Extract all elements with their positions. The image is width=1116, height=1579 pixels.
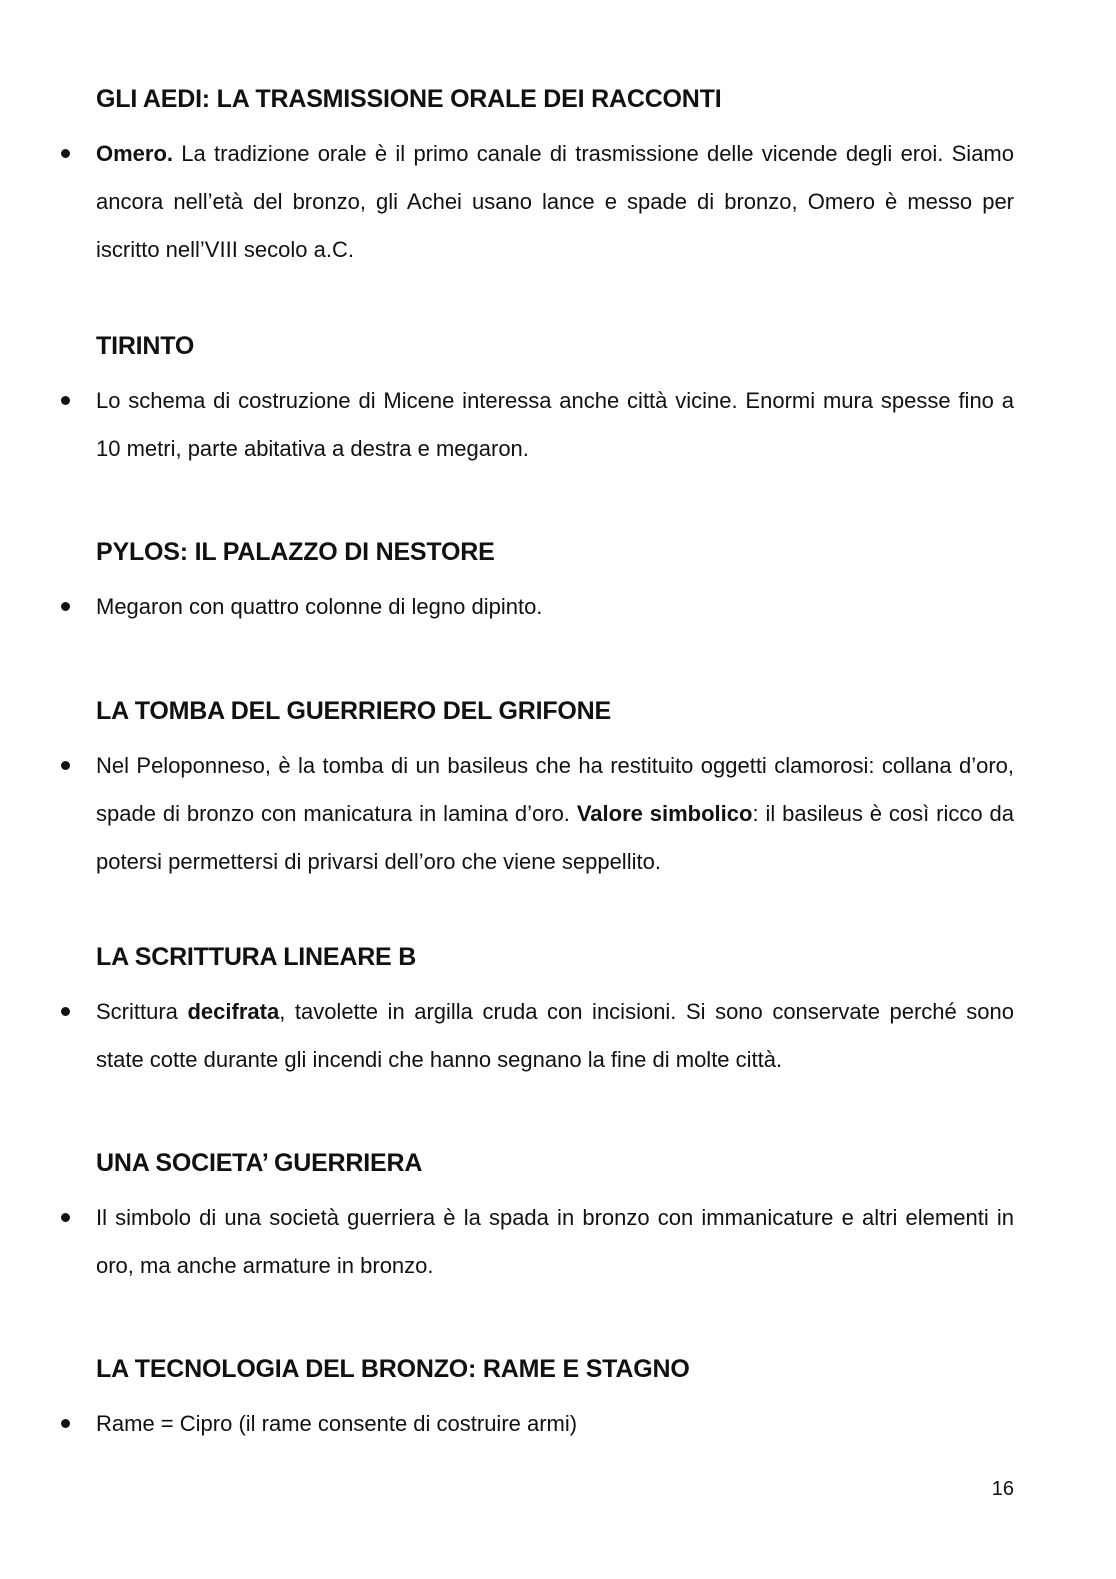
- bold-term: decifrata: [187, 999, 280, 1024]
- paragraph-text: Lo schema di costruzione di Micene interessa anche città vicine. Enormi mura spesse fino a 10 metri, parte abitativa a destra e megaron.: [96, 388, 1014, 461]
- bullet-icon: [61, 149, 70, 158]
- bold-term: Valore simbolico: [576, 801, 753, 826]
- paragraph-text: Rame = Cipro (il rame consente di costruire armi): [96, 1411, 578, 1436]
- section-lineare-b: [96, 942, 1014, 1084]
- paragraph-text: La tradizione orale è il primo canale di trasmissione delle vicende degli eroi. Siamo ancora nell’età del bronzo, gli Achei usano lance e spade di bronzo, Omero è messo per iscritto nell’VIII secolo a.C.: [96, 141, 1014, 262]
- section-heading: TIRINTO: [96, 332, 195, 360]
- paragraph-text: : il basileus è così ricco da potersi permettersi di privarsi dell’oro che viene seppellito.: [96, 801, 1015, 874]
- bullet-icon: [61, 396, 70, 405]
- bullet-icon: [61, 1419, 70, 1428]
- paragraph-text: Scrittura: [96, 999, 188, 1024]
- paragraph-text: Nel Peloponneso, è la tomba di un basileus che ha restituito oggetti clamorosi: collana d’oro, spade di bronzo con manicatura in lamina d’oro.: [96, 753, 1014, 826]
- page-number: 16: [991, 1478, 1014, 1500]
- bullet-paragraph: [96, 1194, 1014, 1290]
- bullet-icon: [61, 602, 70, 611]
- bullet-icon: [61, 1007, 70, 1016]
- paragraph-text: , tavolette in argilla cruda con incisioni. Si sono conservate perché sono state cotte durante gli incendi che hanno segnano la fine di molte città.: [96, 999, 1015, 1072]
- bullet-icon: [61, 761, 70, 770]
- bullet-paragraph: [96, 988, 1014, 1084]
- section-societa-guerriera: [96, 1148, 1014, 1290]
- bullet-paragraph: [96, 377, 1014, 473]
- section-tomba-grifone: [96, 696, 1014, 886]
- section-tecnologia-bronzo: [96, 1354, 1014, 1448]
- section-heading: GLI AEDI: LA TRASMISSIONE ORALE DEI RACCONTI: [96, 85, 722, 113]
- paragraph-text: Megaron con quattro colonne di legno dipinto.: [96, 594, 543, 619]
- bullet-paragraph: [96, 130, 1014, 274]
- bullet-paragraph: [96, 1400, 1014, 1448]
- section-heading: LA TOMBA DEL GUERRIERO DEL GRIFONE: [96, 697, 611, 725]
- paragraph-text: Il simbolo di una società guerriera è la spada in bronzo con immanicature e altri elementi in oro, ma anche armature in bronzo.: [96, 1205, 1014, 1278]
- section-heading: PYLOS: IL PALAZZO DI NESTORE: [96, 538, 495, 566]
- bullet-paragraph: [96, 583, 1014, 631]
- section-heading: UNA SOCIETA’ GUERRIERA: [96, 1149, 423, 1177]
- bold-lead: Omero.: [96, 141, 174, 166]
- bullet-icon: [61, 1213, 70, 1222]
- section-heading: LA TECNOLOGIA DEL BRONZO: RAME E STAGNO: [96, 1355, 690, 1383]
- section-pylos: [96, 537, 1014, 631]
- section-aedi: [96, 84, 1014, 274]
- section-tirinto: [96, 331, 1014, 473]
- section-heading: LA SCRITTURA LINEARE B: [96, 943, 417, 971]
- bullet-paragraph: [96, 742, 1014, 886]
